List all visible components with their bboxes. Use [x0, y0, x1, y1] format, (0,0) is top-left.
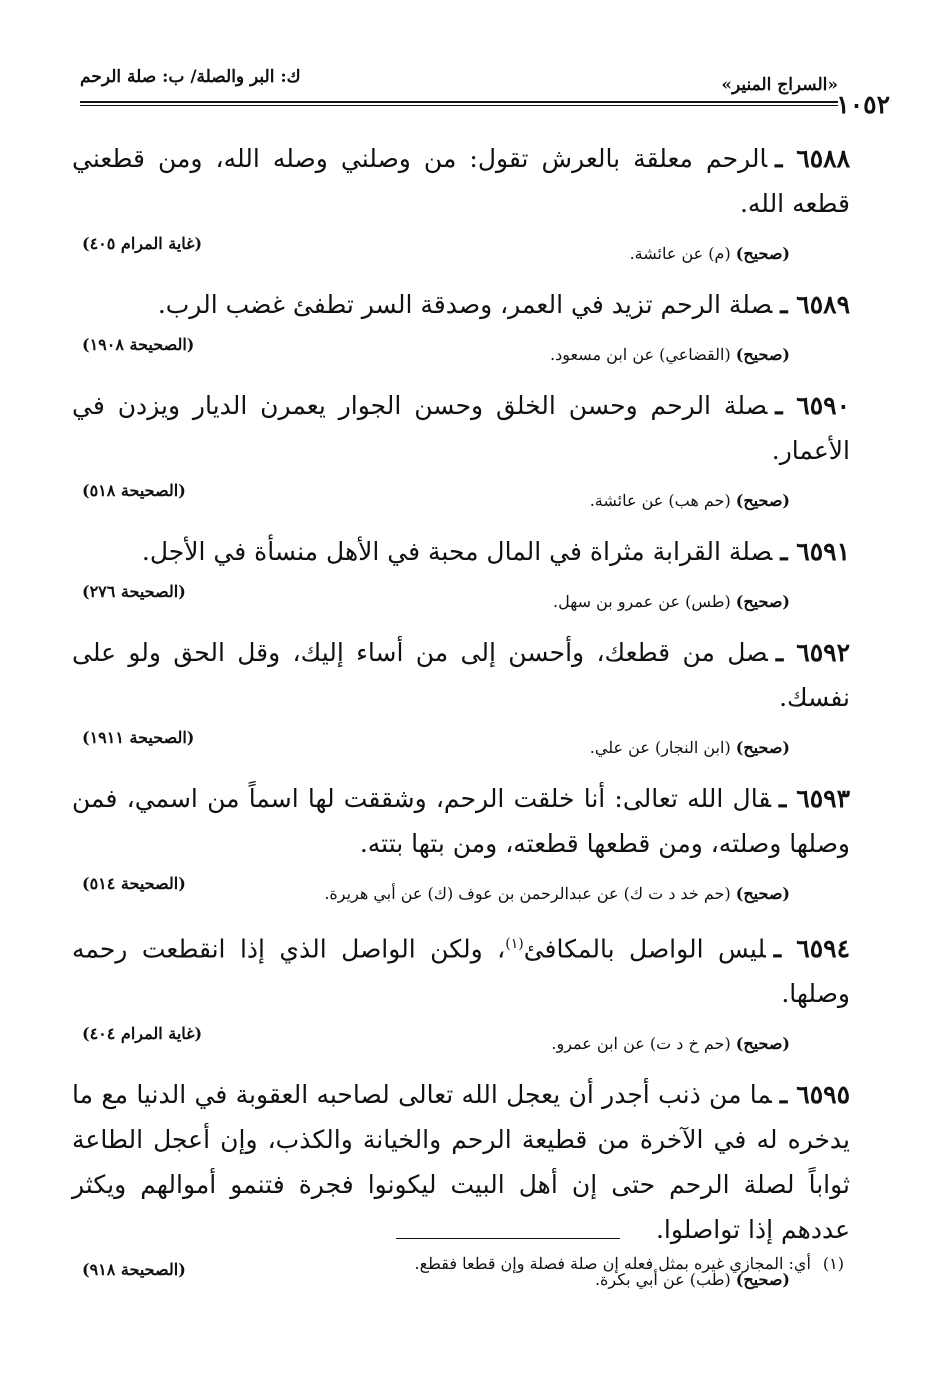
hadith-list [72, 136, 850, 1308]
hadith-entry [72, 136, 850, 282]
hadith-text: صل من قطعك، وأحسن إلى من أساء إليك، وقل الحق ولو على نفسك. [72, 638, 850, 712]
hadith-reference: (الصحيحة ١٩٠٨) [82, 335, 195, 354]
hadith-text-line [72, 282, 850, 327]
hadith-attribution [553, 592, 790, 611]
hadith-source-line [72, 473, 850, 529]
hadith-entry [72, 630, 850, 776]
hadith-source-line [72, 1016, 850, 1072]
hadith-source: (طب) عن أبي بكرة. [594, 1270, 731, 1290]
hadith-text-line [72, 1072, 850, 1252]
page-number: ١٠٥٢ [836, 90, 890, 119]
hadith-attribution [550, 345, 790, 364]
hadith-number: ٦٥٩٢ ـ [775, 638, 850, 667]
hadith-grade: (صحيح) [735, 345, 790, 364]
hadith-number: ٦٥٩٥ ـ [779, 1080, 851, 1110]
hadith-source: (حم خ د ت) عن ابن عمرو. [551, 1034, 731, 1054]
hadith-number: ٦٥٩٤ ـ [773, 934, 851, 964]
hadith-text-line [72, 136, 850, 226]
hadith-text-line [72, 922, 850, 1016]
hadith-source: (حم هب) عن عائشة. [589, 491, 731, 510]
hadith-text: صلة الرحم وحسن الخلق وحسن الجوار يعمرن الديار ويزدن في الأعمار. [72, 391, 850, 465]
hadith-grade: (صحيح) [735, 491, 790, 510]
hadith-attribution [595, 1270, 790, 1289]
hadith-entry [72, 922, 850, 1072]
footnote-text: أي: المجازي غيره بمثل فعله إن صلة فصلة وإن قطعا فقطع. [414, 1254, 811, 1273]
hadith-source: (طس) عن عمرو بن سهل. [553, 592, 731, 611]
hadith-text-continued: ، ولكن الواصل الذي إذا انقطعت رحمه وصلها. [72, 934, 850, 1009]
hadith-reference: (الصحيحة ٩١٨) [82, 1260, 186, 1280]
hadith-number: ٦٥٩١ ـ [780, 537, 850, 566]
hadith-text-line [72, 529, 850, 574]
hadith-text: الرحم معلقة بالعرش تقول: من وصلني وصله الله، ومن قطعني قطعه الله. [72, 144, 850, 218]
hadith-grade: (صحيح) [735, 592, 790, 611]
hadith-entry [72, 529, 850, 630]
hadith-source: (م) عن عائشة. [629, 244, 731, 263]
hadith-text-line [72, 383, 850, 473]
hadith-attribution [324, 884, 790, 903]
hadith-text: ليس الواصل بالمكافئ [523, 934, 766, 964]
hadith-number: ٦٥٨٨ ـ [775, 144, 850, 173]
hadith-text: ما من ذنب أجدر أن يعجل الله تعالى لصاحبه العقوبة في الدنيا مع ما يدخره له في الآخرة من قطيعة الرحم والخيانة والكذب، وإن أعجل الطاعة ثواباً لصلة الرحم حتى إن أهل البيت ليكونوا فجرة فتنمو أموالهم ويكثر عددهم إذا تواصلوا. [72, 1080, 850, 1245]
footnote-number: (١) [822, 1254, 844, 1273]
hadith-reference: (غاية المرام ٤٠٥) [82, 234, 203, 253]
footnote-divider [396, 1238, 620, 1239]
hadith-number: ٦٥٩٣ ـ [779, 784, 850, 813]
hadith-reference: (الصحيحة ١٩١١) [82, 728, 195, 747]
hadith-text: صلة القرابة مثراة في المال محبة في الأهل منسأة في الأجل. [141, 537, 773, 566]
hadith-source-line [72, 866, 850, 922]
book-title: «السراج المنير» [721, 75, 838, 95]
hadith-entry [72, 776, 850, 922]
hadith-text: صلة الرحم تزيد في العمر، وصدقة السر تطفئ غضب الرب. [157, 290, 773, 319]
footnote [415, 1254, 844, 1273]
hadith-grade: (صحيح) [735, 884, 790, 903]
footnote-marker[interactable]: (١) [505, 936, 524, 952]
hadith-text-line [72, 776, 850, 866]
hadith-reference: (غاية المرام ٤٠٤) [82, 1024, 203, 1044]
hadith-attribution [630, 244, 790, 263]
hadith-text-line [72, 630, 850, 720]
hadith-number: ٦٥٩٠ ـ [775, 391, 850, 420]
hadith-source-line [72, 574, 850, 630]
hadith-entry [72, 383, 850, 529]
hadith-attribution [590, 738, 790, 757]
hadith-source: (حم خد د ت ك) عن عبدالرحمن بن عوف (ك) عن أبي هريرة. [324, 884, 731, 903]
running-header [80, 58, 890, 119]
hadith-attribution [551, 1034, 790, 1053]
hadith-source: (القضاعي) عن ابن مسعود. [550, 345, 731, 364]
hadith-attribution [590, 491, 790, 510]
hadith-source-line [72, 327, 850, 383]
hadith-text: قال الله تعالى: أنا خلقت الرحم، وشققت لها اسماً من اسمي، فمن وصلها وصلته، ومن قطعها قطعته، ومن بتها بتته. [72, 784, 850, 858]
hadith-grade: (صحيح) [735, 1270, 790, 1290]
hadith-grade: (صحيح) [735, 738, 790, 757]
hadith-entry [72, 282, 850, 383]
hadith-grade: (صحيح) [735, 1034, 790, 1054]
header-rule [80, 101, 838, 103]
header-rule-thin [80, 105, 838, 106]
hadith-source: (ابن النجار) عن علي. [589, 738, 731, 757]
hadith-reference: (الصحيحة ٥١٤) [82, 874, 186, 893]
hadith-reference: (الصحيحة ٥١٨) [82, 481, 186, 500]
hadith-reference: (الصحيحة ٢٧٦) [82, 582, 186, 601]
hadith-grade: (صحيح) [735, 244, 790, 263]
hadith-source-line [72, 226, 850, 282]
hadith-source-line [72, 720, 850, 776]
hadith-number: ٦٥٨٩ ـ [780, 290, 850, 319]
chapter-title: ك: البر والصلة/ ب: صلة الرحم [80, 67, 301, 87]
